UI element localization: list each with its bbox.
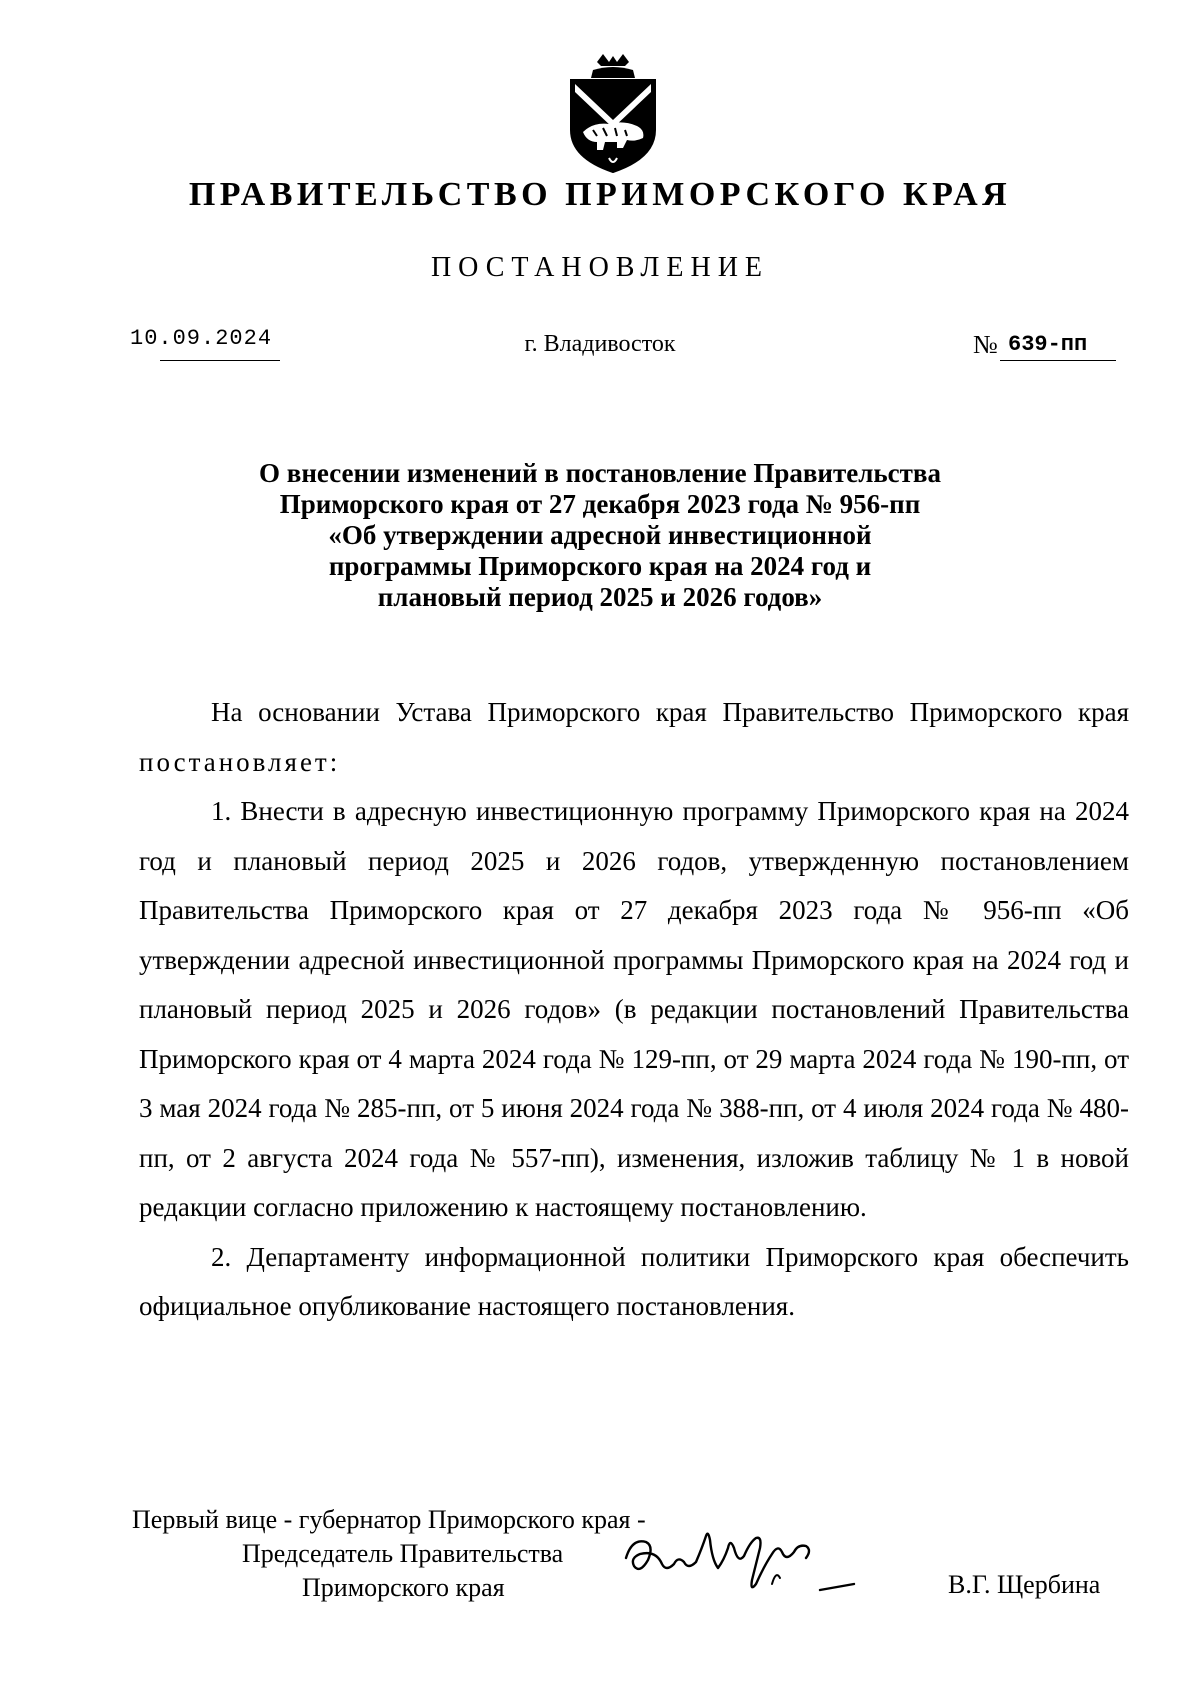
organization-name: ПРАВИТЕЛЬСТВО ПРИМОРСКОГО КРАЯ (188, 176, 1012, 213)
document-type: ПОСТАНОВЛЕНИЕ (430, 252, 770, 283)
date-underline (160, 360, 280, 361)
title-line: О внесении изменений в постановление Правительства (259, 458, 941, 488)
title-line: Приморского края от 27 декабря 2023 года № 956-пп (279, 489, 921, 519)
title-line: «Об утверждении адресной инвестиционной (328, 520, 872, 550)
decree-keyword: постановляет: (139, 746, 341, 777)
document-body (139, 688, 1129, 1332)
handwritten-signature-icon (622, 1508, 882, 1604)
body-item-1: 1. Внести в адресную инвестиционную программу Приморского края на 2024 год и плановый период 2025 и 2026 годов, утвержденную постановлением Правительства Приморского края от 27 декабря 2023 года № 956-пп «Об утверждении адресной инвестиционной программы Приморского края на 2024 год и плановый период 2025 и 2026 годов» (в редакции постановлений Правительства Приморского края от 4 марта 2024 года № 129-пп, от 29 марта 2024 года № 190-пп, от 3 мая 2024 года № 285-пп, от 5 июня 2024 года № 388-пп, от 4 июля 2024 года № 480-пп, от 2 августа 2024 года № 557-пп), изменения, изложив таблицу № 1 в новой редакции согласно приложению к настоящему постановлению. (139, 796, 1129, 1222)
intro-text: На основании Устава Приморского края Правительство Приморского края (211, 697, 1129, 727)
signatory-name: В.Г. Щербина (948, 1570, 1101, 1599)
position-line: Первый вице - губернатор Приморского края - (132, 1505, 646, 1534)
document-city: г. Владивосток (524, 331, 676, 357)
body-item-2: 2. Департаменту информационной политики Приморского края обеспечить официальное опубликование настоящего постановления. (139, 1241, 1129, 1321)
number-underline (1000, 360, 1116, 361)
document-date: 10.09.2024 (130, 326, 273, 351)
position-line: Приморского края (302, 1573, 505, 1602)
position-line: Председатель Правительства (242, 1539, 564, 1568)
number-sign: № (973, 330, 998, 359)
document-number: 639-пп (1008, 332, 1088, 357)
signatory-position (132, 1503, 646, 1605)
title-line: плановый период 2025 и 2026 годов» (377, 582, 823, 612)
title-line: программы Приморского края на 2024 год и (328, 551, 872, 581)
coat-of-arms-icon (563, 52, 663, 178)
document-title (200, 458, 1000, 613)
intro-paragraph (139, 688, 1129, 787)
